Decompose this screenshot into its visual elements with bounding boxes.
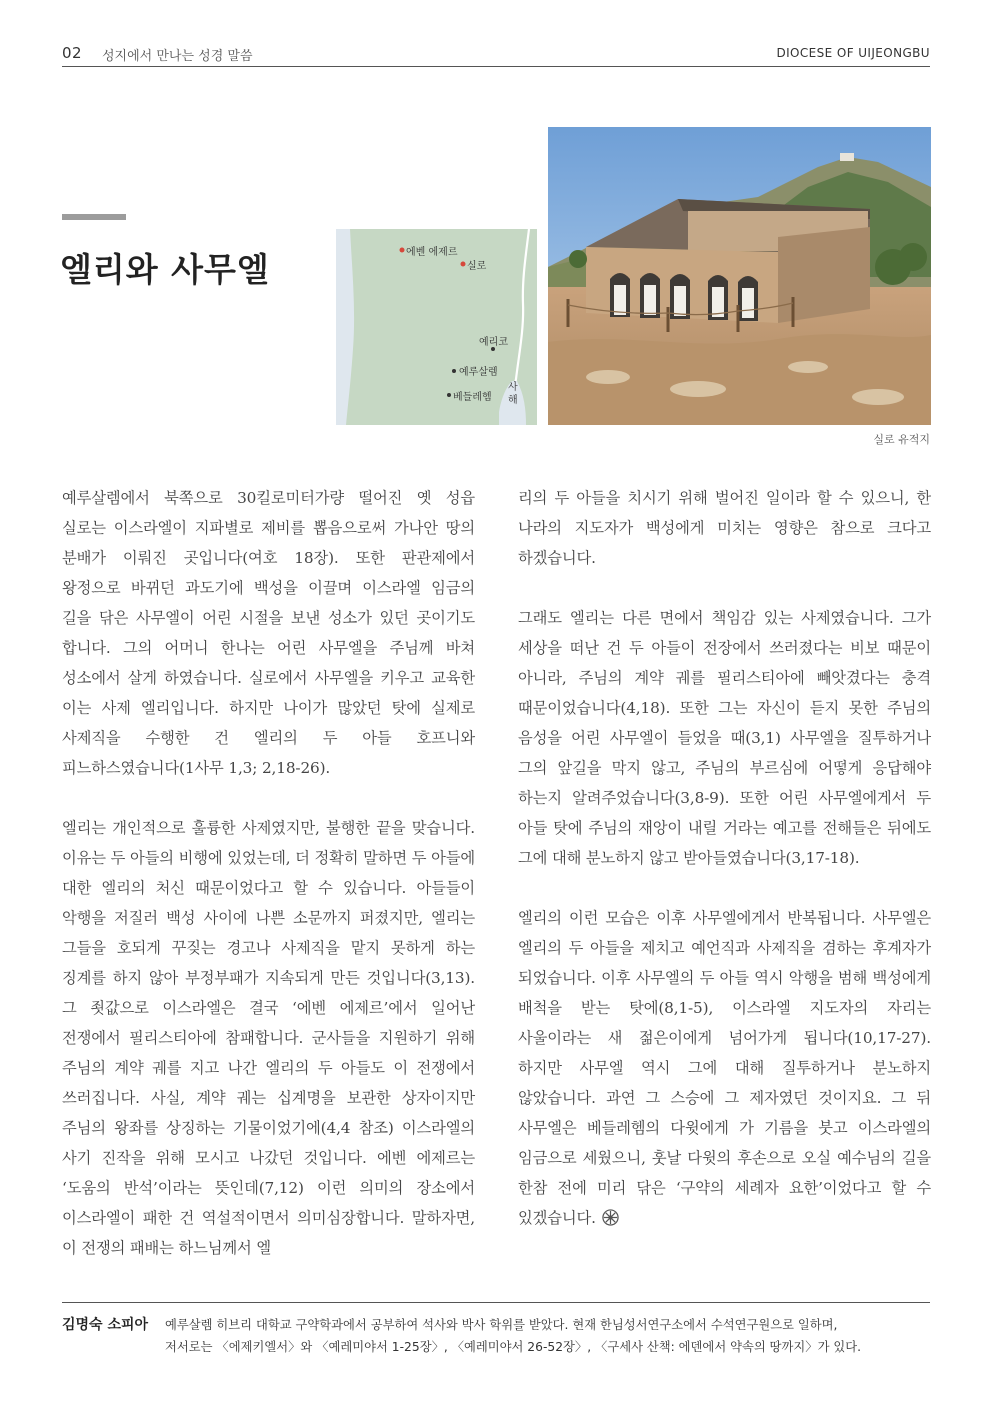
shiloh-photo-illustration (548, 127, 931, 425)
paragraph: 리의 두 아들을 치시기 위해 벌어진 일이라 할 수 있으니, 한 나라의 지도자가 백성에게 미치는 영향은 참으로 크다고 하겠습니다. (518, 489, 931, 567)
map-label-ebenezer: 에벤 에제르 (406, 247, 458, 258)
photo-caption: 실로 유적지 (873, 433, 930, 446)
map-label-jerusalem: 예루살렘 (459, 367, 498, 378)
author-name: 김명숙 소피아 (62, 1317, 149, 1333)
diocese-name: DIOCESE OF UIJEONGBU (776, 46, 930, 60)
author-bio-text (165, 1314, 930, 1358)
author-bio-line: 저서로는 〈에제키엘서〉와 〈예레미야서 1-25장〉, 〈예레미야서 26-52장〉, 〈구세사 산책: 에덴에서 약속의 땅까지〉가 있다. (165, 1340, 862, 1354)
mediterranean-coast (336, 229, 354, 425)
shiloh-marker (461, 262, 466, 267)
title-accent-bar (62, 214, 126, 220)
author-bio (62, 1302, 930, 1358)
bethlehem-marker (447, 393, 451, 397)
paragraph: 예루살렘에서 북쪽으로 30킬로미터가량 떨어진 옛 성읍 실로는 이스라엘이 지파별로 제비를 뽑음으로써 가나안 땅의 분배가 이뤄진 곳입니다(여호 18장). 또한 판관제에서 왕정으로 바뀌던 과도기에 백성을 이끌며 이스라엘 임금의 길을 닦은 사무엘이 어린 시절을 보낸 성소가 있던 곳이기도 합니다. 그의 어머니 한나는 어린 사무엘을 주님께 바쳐 성소에서 살게 하였습니다. 실로에서 사무엘을 키우고 교육한 이는 사제 엘리입니다. 하지만 나이가 많았던 탓에 실제로 사제직을 수행한 건 엘리의 두 아들 호프니와 피느하스였습니다(1사무 1,3; 2,18-26). (62, 489, 475, 777)
map-label-bethlehem: 베들레헴 (453, 392, 492, 403)
paragraph: 엘리는 개인적으로 훌륭한 사제였지만, 불행한 끝을 맞습니다. 이유는 두 아들의 비행에 있었는데, 더 정확히 말하면 두 아들에 대한 엘리의 처신 때문이었다고 할 수 있습니다. 아들들이 악행을 저질러 백성 사이에 나쁜 소문까지 퍼졌지만, 엘리는 그들을 호되게 꾸짖는 경고나 사제직을 맡지 못하게 하는 징계를 하지 않아 부정부패가 지속되게 만든 것입니다(3,13). 그 죗값으로 이스라엘은 결국 ‘에벤 에제르’에서 일어난 전쟁에서 필리스티아에 참패합니다. 군사들을 지원하기 위해 주님의 계약 궤를 지고 나간 엘리의 두 아들도 이 전쟁에서 쓰러집니다. 사실, 계약 궤는 십계명을 보관한 상자이지만 주님의 왕좌를 상징하는 기물이었기에(4,4 참조) 이스라엘의 사기 진작을 위해 모시고 나갔던 것입니다. 에벤 에제르는 ‘도움의 반석’이라는 뜻인데(7,12) 이런 의미의 장소에서 이스라엘이 패한 건 역설적이면서 의미심장합니다. 말하자면, 이 전쟁의 패배는 하느님께서 엘 (62, 819, 475, 1257)
paragraph: 그래도 엘리는 다른 면에서 책임감 있는 사제였습니다. 그가 세상을 떠난 건 두 아들이 전장에서 쓰러졌다는 비보 때문이 아니라, 주님의 계약 궤를 필리스티아에 빼앗겼다는 충격 때문이었습니다(4,18). 또한 그는 자신이 듣지 못한 주님의 음성을 어린 사무엘이 들었을 때(3,1) 사무엘을 질투하거나 그의 앞길을 막지 않고, 주님의 부르심에 어떻게 응답해야 하는지 알려주었습니다(3,8-9). 또한 어린 사무엘에게서 두 아들 탓에 주님의 재앙이 내릴 거라는 예고를 전해들은 뒤에도 그에 대해 분노하지 않고 받아들였습니다(3,17-18). (518, 609, 931, 867)
map-graphic (336, 229, 537, 425)
shiloh-site-photo (548, 127, 931, 425)
body-column-left (62, 483, 475, 1263)
jordan-river (514, 229, 529, 389)
end-mark-icon (602, 1209, 619, 1226)
map-label-jericho: 예리코 (479, 337, 508, 348)
ebenezer-marker (400, 248, 405, 253)
page-number: 02 (62, 44, 83, 62)
page-header (62, 44, 930, 67)
map-label-shiloh: 실로 (467, 261, 487, 272)
jerusalem-marker (452, 369, 456, 373)
author-bio-line: 예루살렘 히브리 대학교 구약학과에서 공부하여 석사와 박사 학위를 받았다. 현재 한님성서연구소에서 수석연구원으로 일하며, (165, 1318, 838, 1332)
article-title: 엘리와 사무엘 (60, 250, 270, 289)
paragraph-text: 엘리의 이런 모습은 이후 사무엘에게서 반복됩니다. 사무엘은 엘리의 두 아들을 제치고 예언직과 사제직을 겸하는 후계자가 되었습니다. 이후 사무엘의 두 아들 역시 악행을 범해 백성에게 배척을 받는 탓에(8,1-5), 이스라엘 지도자의 자리는 사울이라는 새 젊은이에게 넘어가게 됩니다(10,17-27). 하지만 사무엘 역시 그에 대해 질투하거나 분노하지 않았습니다. 과연 그 스승에 그 제자였던 것이지요. 그 뒤 사무엘은 베들레헴의 다윗에게 가 기름을 붓고 이스라엘의 임금으로 세웠으니, 훗날 다윗의 후손으로 오실 예수님의 길을 한참 전에 미리 닦은 ‘구약의 세례자 요한’이었다고 할 수 있겠습니다. (518, 909, 932, 1227)
paragraph-last (518, 903, 931, 1233)
section-title: 성지에서 만나는 성경 말씀 (102, 49, 253, 64)
location-map (336, 229, 537, 425)
body-column-right (518, 483, 931, 1233)
map-label-dead-sea: 사해 (508, 382, 518, 406)
